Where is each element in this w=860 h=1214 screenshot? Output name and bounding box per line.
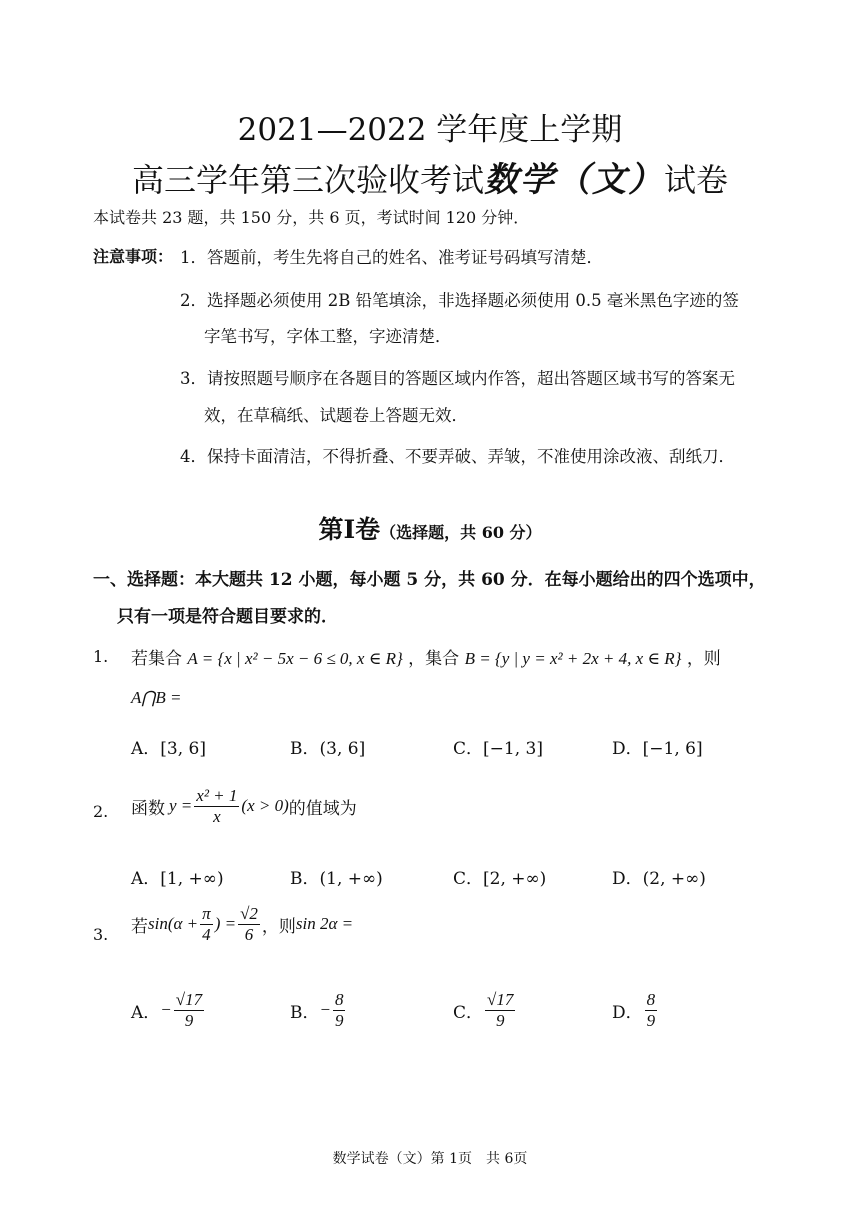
page-footer: 数学试卷（文）第 1页 共 6页 bbox=[332, 1151, 528, 1167]
q2-lhs: y = bbox=[169, 796, 193, 816]
notes-label: 注意事项： bbox=[93, 247, 174, 266]
q2-fraction-denominator: x bbox=[213, 806, 221, 826]
q3-option-b-numerator: 8 bbox=[334, 990, 344, 1009]
exam-title-line2 bbox=[0, 152, 860, 201]
q3-option-a-fraction bbox=[174, 990, 204, 1031]
q2-option-a: A．[1, +∞) bbox=[131, 869, 224, 889]
section-subtitle: （选择题，共 60 分） bbox=[380, 523, 542, 542]
q3-option-a-label: A． bbox=[131, 1002, 161, 1023]
q2-text-a: 函数 bbox=[131, 798, 165, 819]
q2-condition: (x > 0) bbox=[241, 796, 289, 816]
exam-intro: 本试卷共 23 题，共 150 分，共 6 页，考试时间 120 分钟． bbox=[93, 208, 530, 227]
title-subject: 数学（文） bbox=[484, 160, 664, 200]
q3-option-d-denominator: 9 bbox=[646, 1010, 656, 1030]
q1-text-c: ，则 bbox=[686, 649, 721, 669]
q1-text-b: ，集合 bbox=[408, 649, 460, 669]
note-2-cont: 字笔书写，字体工整，字迹清楚． bbox=[204, 327, 452, 346]
q1-option-a: A．[3, 6] bbox=[131, 739, 206, 759]
title-prefix: 高三学年第三次验收考试 bbox=[131, 161, 484, 199]
q3-rhs-denominator: 6 bbox=[244, 924, 254, 944]
q3-option-b-sign: − bbox=[319, 1000, 331, 1020]
q2-option-d: D．(2, +∞) bbox=[612, 869, 706, 889]
q1-set-b: B = {y | y = x² + 2x + 4, x ∈ R} bbox=[464, 649, 682, 668]
q3-option-c-denominator: 9 bbox=[495, 1010, 505, 1030]
note-3: 3．请按照题号顺序在各题目的答题区域内作答，超出答题区域书写的答案无 bbox=[180, 369, 735, 388]
q2-option-c: C．[2, +∞) bbox=[453, 869, 547, 889]
question-1-number: 1. bbox=[93, 647, 109, 666]
note-1: 1．答题前，考生先将自己的姓名、准考证号码填写清楚． bbox=[180, 248, 603, 267]
note-4: 4．保持卡面清洁，不得折叠、不要弄破、弄皱，不准使用涂改液、刮纸刀． bbox=[180, 447, 735, 466]
q3-pi-numerator: π bbox=[202, 904, 211, 923]
question-1-stem bbox=[131, 644, 721, 669]
question-2-number: 2. bbox=[93, 802, 109, 821]
q3-option-c bbox=[453, 990, 517, 1031]
title-suffix: 试卷 bbox=[664, 161, 729, 199]
q3-option-c-label: C． bbox=[453, 1002, 484, 1023]
q3-option-a-denominator: 9 bbox=[184, 1010, 194, 1030]
q3-option-d bbox=[612, 990, 659, 1031]
section-title bbox=[0, 510, 860, 546]
q3-option-b-fraction bbox=[333, 990, 346, 1031]
q3-option-d-label: D． bbox=[612, 1002, 643, 1023]
question-2-stem bbox=[131, 786, 357, 827]
note-2: 2．选择题必须使用 2B 铅笔填涂，非选择题必须使用 0.5 毫米黑色字迹的签 bbox=[180, 291, 739, 310]
q3-expr-left: sin(α + bbox=[148, 914, 199, 934]
q3-option-c-numerator: √17 bbox=[487, 990, 514, 1009]
q3-text-b: ，则 bbox=[261, 916, 296, 937]
q3-option-b-denominator: 9 bbox=[334, 1010, 344, 1030]
q3-option-c-fraction bbox=[485, 990, 515, 1031]
q3-option-b bbox=[290, 990, 347, 1031]
q1-option-c: C．[−1, 3] bbox=[453, 739, 543, 759]
question-3-stem bbox=[131, 904, 353, 945]
q3-option-a-sign: − bbox=[160, 1000, 172, 1020]
q3-option-a-numerator: √17 bbox=[175, 990, 203, 1009]
q1-set-a: A = {x | x² − 5x − 6 ≤ 0, x ∈ R} bbox=[187, 649, 403, 668]
part-heading-line2: 只有一项是符合题目要求的． bbox=[117, 607, 338, 627]
question-1-line2: A⋂B = bbox=[131, 688, 182, 707]
q3-ask: sin 2α = bbox=[295, 914, 354, 934]
q3-text-a: 若 bbox=[131, 916, 148, 937]
q3-rhs-numerator: √2 bbox=[240, 904, 258, 923]
q3-rhs-fraction bbox=[238, 904, 260, 945]
section-title-main: 第Ⅰ卷 bbox=[318, 515, 381, 544]
q3-pi-denominator: 4 bbox=[202, 924, 211, 944]
part-heading-line1: 一、选择题：本大题共 12 小题，每小题 5 分，共 60 分．在每小题给出的四个选项中， bbox=[93, 570, 766, 590]
q2-text-b: 的值域为 bbox=[288, 798, 357, 819]
exam-title-line1: 2021—2022 学年度上学期 bbox=[237, 112, 623, 148]
q2-option-b: B．(1, +∞) bbox=[290, 869, 383, 889]
q3-option-d-fraction bbox=[645, 990, 658, 1031]
q1-text-a: 若集合 bbox=[131, 649, 182, 669]
q1-option-d: D．[−1, 6] bbox=[612, 739, 703, 759]
q2-fraction bbox=[194, 786, 239, 827]
q3-option-b-label: B． bbox=[290, 1002, 320, 1023]
q3-expr-mid: ) = bbox=[214, 914, 237, 934]
question-3-number: 3. bbox=[93, 925, 109, 944]
q2-fraction-numerator: x² + 1 bbox=[196, 786, 238, 805]
q3-option-d-numerator: 8 bbox=[646, 990, 656, 1009]
note-3-cont: 效，在草稿纸、试题卷上答题无效． bbox=[204, 406, 468, 425]
q3-option-a bbox=[131, 990, 206, 1031]
q3-pi-fraction bbox=[200, 904, 213, 945]
q1-option-b: B．(3, 6] bbox=[290, 739, 366, 759]
